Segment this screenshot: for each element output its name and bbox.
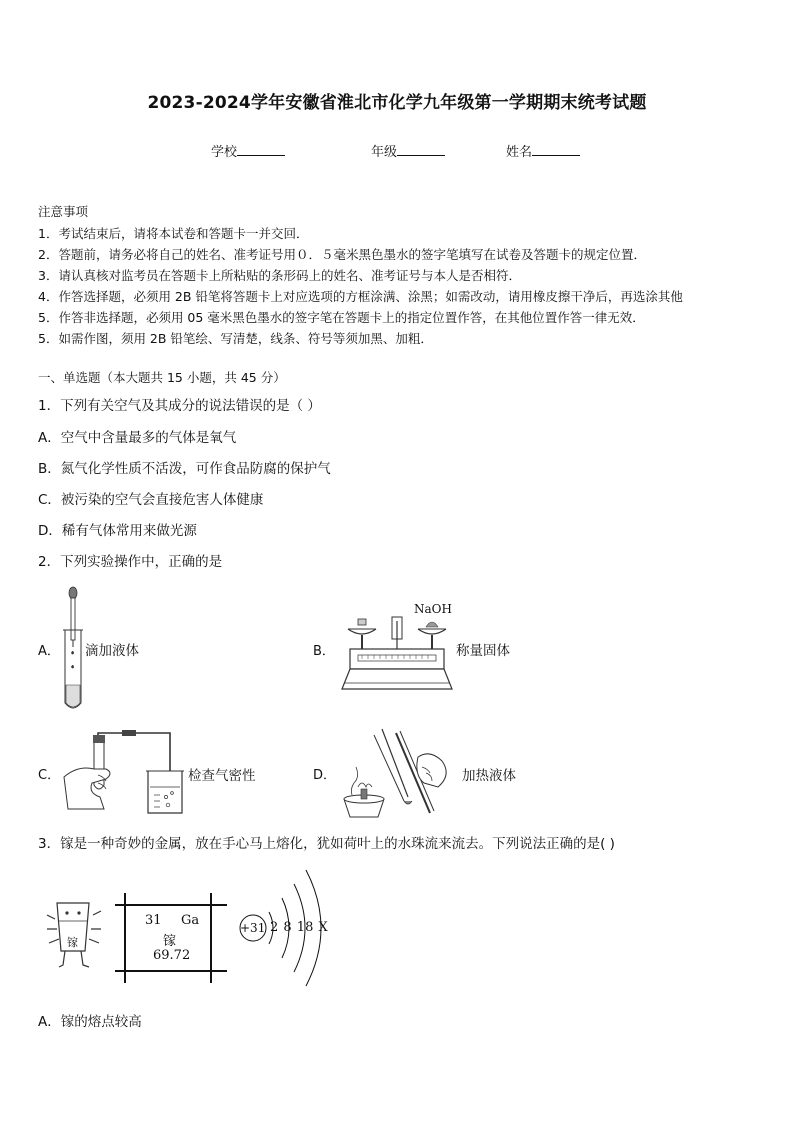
page-title: 2023-2024学年安徽省淮北市化学九年级第一学期期末统考试题 [147,93,647,113]
q2-stem: 2．下列实验操作中，正确的是 [38,554,223,570]
electron-shells: 2 8 18 X [270,920,328,935]
airtightness-check-image [62,727,188,817]
element-name: 镓 [163,934,177,949]
grade-blank[interactable] [397,143,445,156]
section-title: 一、单选题（本大题共 15 小题，共 45 分） [38,370,286,385]
q2-d-caption: 加热液体 [462,768,516,784]
school-field [211,141,285,160]
q2-b-caption: 称量固体 [456,643,510,659]
q1-option-c: C．被污染的空气会直接危害人体健康 [38,492,264,508]
q2-b-letter: B． [313,644,335,659]
balance-image [340,613,454,693]
school-label: 学校 [211,145,238,160]
q1-option-d: D．稀有气体常用来做光源 [38,523,197,539]
name-field [506,141,580,160]
notice-item: 3．请认真核对监考员在答题卡上所粘贴的条形码上的姓名、准考证号与本人是否相符． [38,268,521,283]
name-label: 姓名 [506,145,533,160]
q2-c-caption: 检查气密性 [188,768,256,784]
notice-item: 5．如需作图，须用 2B 铅笔绘、写清楚，线条、符号等须加黑、加粗． [38,331,433,346]
name-blank[interactable] [532,143,580,156]
q1-option-a: A．空气中含量最多的气体是氧气 [38,430,237,446]
element-number: 31 [145,913,162,928]
nucleus-charge: +31 [240,921,266,935]
q3-option-a: A．镓的熔点较高 [38,1014,142,1030]
notice-item: 4．作答选择题，必须用 2B 铅笔将答题卡上对应选项的方框涂满、涂黑；如需改动，请用橡皮擦干净后，再选涂其他 [38,289,683,304]
naoh-label: NaOH [414,602,452,616]
notice-title: 注意事项 [38,204,89,219]
q2-d-letter: D． [313,768,337,783]
notice-item: 5．作答非选择题，必须用 05 毫米黑色墨水的签字笔在答题卡上的指定位置作答，在其他位置作答一律无效． [38,310,645,325]
heating-liquid-image [338,727,456,823]
q2-a-letter: A． [38,644,60,659]
grade-label: 年级 [371,145,398,160]
school-blank[interactable] [237,143,285,156]
cup-label: 镓 [67,936,78,949]
q2-c-letter: C． [38,768,61,783]
grade-field [371,141,445,160]
notice-item: 2．答题前，请务必将自己的姓名、准考证号用０．５毫米黑色墨水的签字笔填写在试卷及答题卡的规定位置． [38,247,646,262]
element-mass: 69.72 [153,948,191,963]
q1-option-b: B．氮气化学性质不活泼，可作食品防腐的保护气 [38,461,331,477]
q1-stem: 1．下列有关空气及其成分的说法错误的是（ ） [38,398,321,414]
notice-item: 1．考试结束后，请将本试卷和答题卡一并交回． [38,226,309,241]
q3-stem: 3．镓是一种奇妙的金属，放在手心马上熔化，犹如荷叶上的水珠流来流去。下列说法正确的是( ) [38,836,615,852]
q2-a-caption: 滴加液体 [85,643,139,659]
element-symbol: Ga [181,913,200,928]
